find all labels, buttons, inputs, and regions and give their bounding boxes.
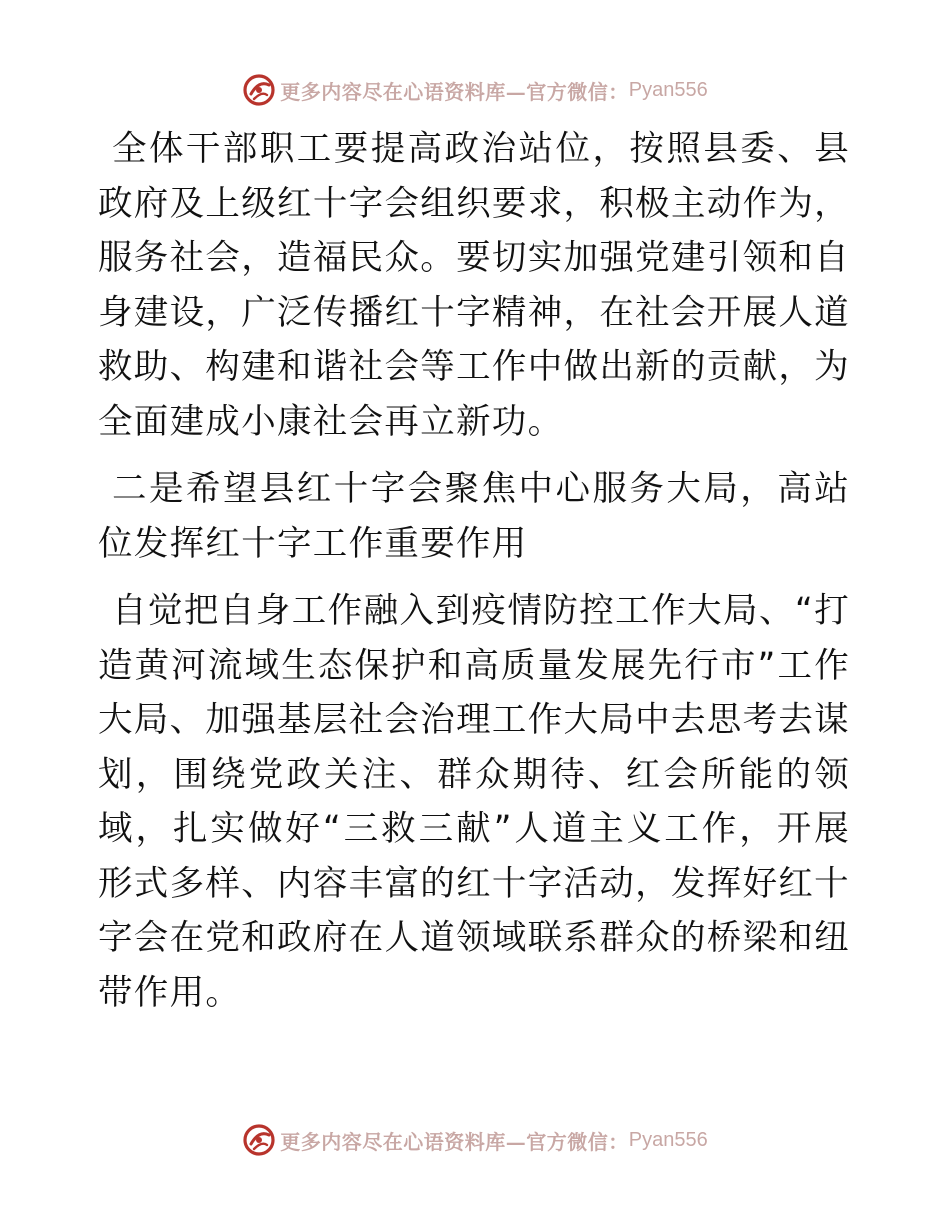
section-heading: 二是希望县红十字会聚焦中心服务大局，高站位发挥红十字工作重要作用 xyxy=(98,469,850,564)
footer-banner-text: 更多内容尽在心语资料库—官方微信： xyxy=(280,1129,629,1154)
footer-watermark xyxy=(0,1120,950,1160)
header-watermark xyxy=(0,70,950,110)
paragraph-2: 自觉把自身工作融入到疫情防控工作大局、“打造黄河流域生态保护和高质量发展先行市”工作大局、加强基层社会治理工作大局中去思考去谋划，围绕党政关注、群众期待、红会所能的领域，扎实做好“三救三献”人道主义工作，开展形式多样、内容丰富的红十字活动，发挥好红十字会在党和政府在人道领域联系群众的桥梁和纽带作用。 xyxy=(98,591,850,1013)
red-swirl-logo-icon xyxy=(242,1123,276,1157)
paragraph-1: 全体干部职工要提高政治站位，按照县委、县政府及上级红十字会组织要求，积极主动作为，服务社会，造福民众。要切实加强党建引领和自身建设，广泛传播红十字精神，在社会开展人道救助、构建和谐社会等工作中做出新的贡献，为全面建成小康社会再立新功。 xyxy=(98,129,850,442)
document-body xyxy=(98,122,850,1020)
footer-wechat-id: Pyan556 xyxy=(628,1128,708,1151)
red-swirl-logo-icon xyxy=(242,73,276,107)
header-banner-text: 更多内容尽在心语资料库—官方微信： xyxy=(280,79,629,104)
header-wechat-id: Pyan556 xyxy=(628,78,708,101)
